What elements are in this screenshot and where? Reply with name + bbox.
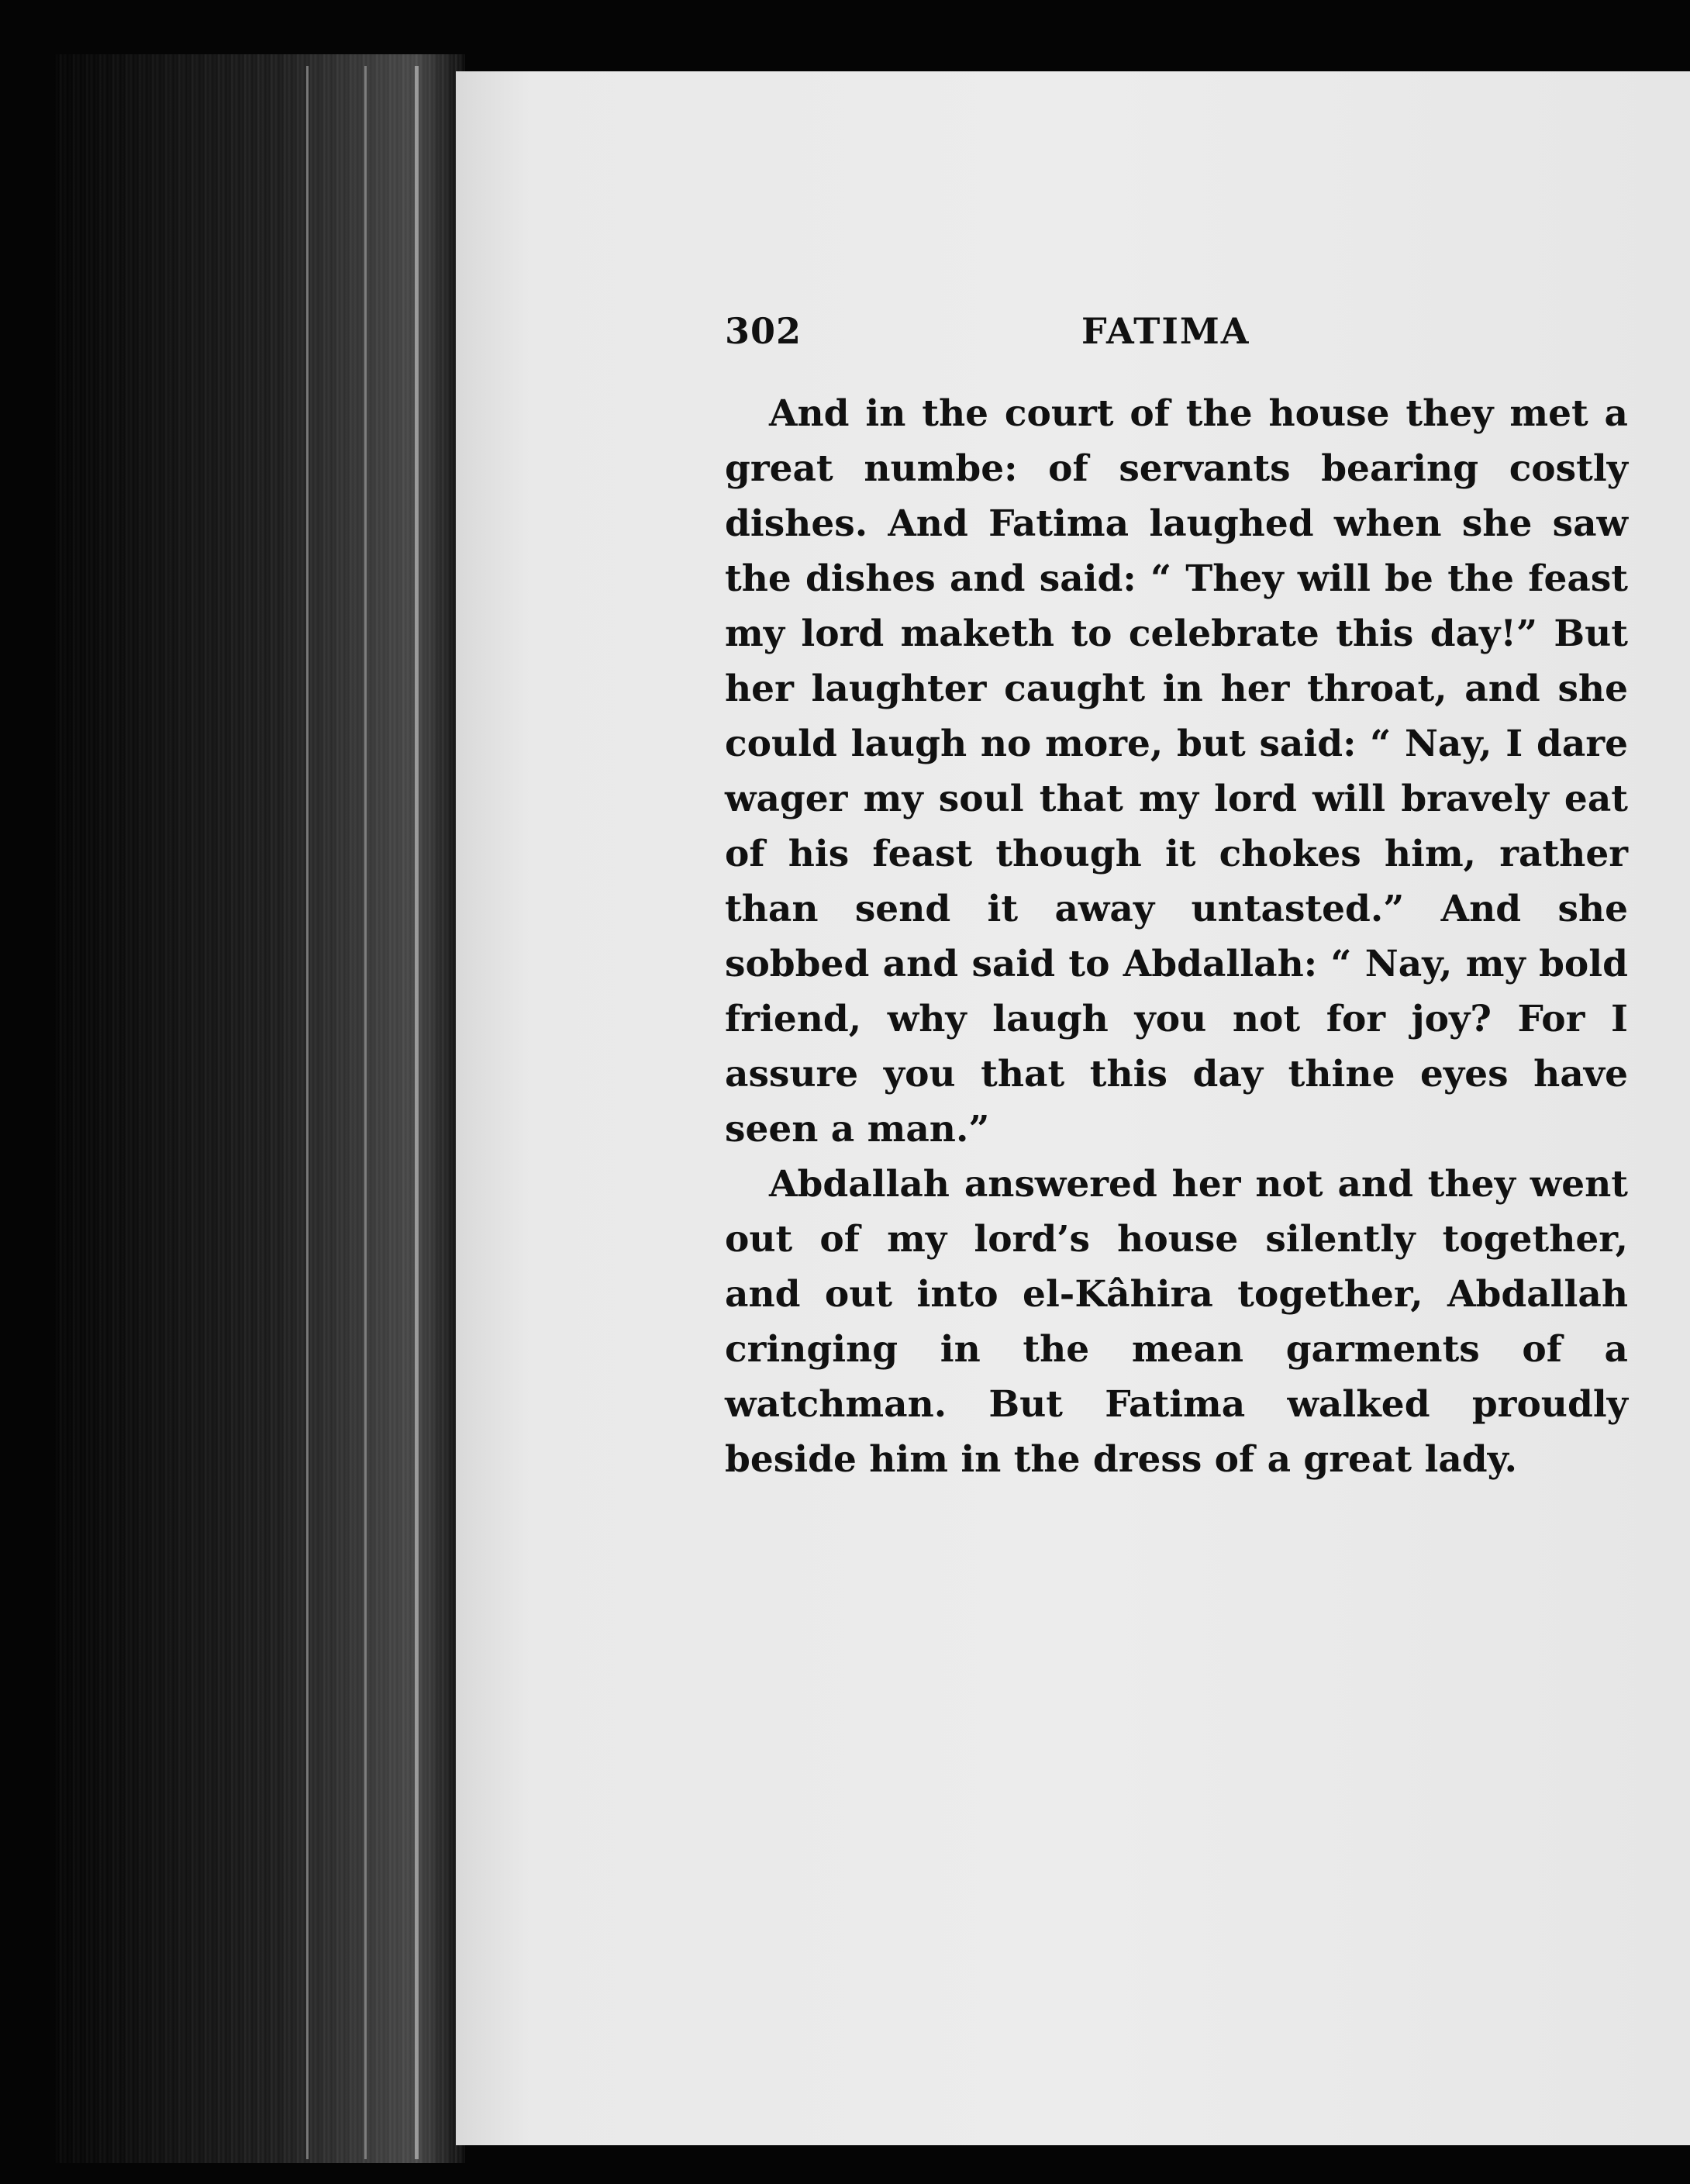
body-text [725,386,1628,1487]
paragraph-1: And in the court of the house they met a great numbe: of servants bearing costly dishes. And Fatima laughed when she saw the dishes and said: “ They will be the feast my lord maketh to celebrate this day!” But her laughter caught in her throat, and she could laugh no more, but said: “ Nay, I dare wager my soul that my lord will bravely eat of his feast though it chokes him, rather than send it away untasted.” And she sobbed and said to Abdallah: “ Nay, my bold friend, why laugh you not for joy? For I assure you that this day thine eyes have seen a man.” [725,392,1628,1151]
running-head [725,310,1628,364]
paragraph-2: Abdallah answered her not and they went out of my lord’s house silently together, and out into el-Kâhira together, Abdallah cringing in the mean garments of a watchman. But Fatima walked proudly beside him in the dress of a great lady. [725,1163,1628,1481]
page-number: 302 [725,310,802,352]
page-edge-line [364,66,367,2159]
page-edge-line [306,66,309,2159]
book-page-edges [54,54,465,2163]
running-title: FATIMA [1081,310,1250,352]
page-edge-line [415,66,419,2159]
